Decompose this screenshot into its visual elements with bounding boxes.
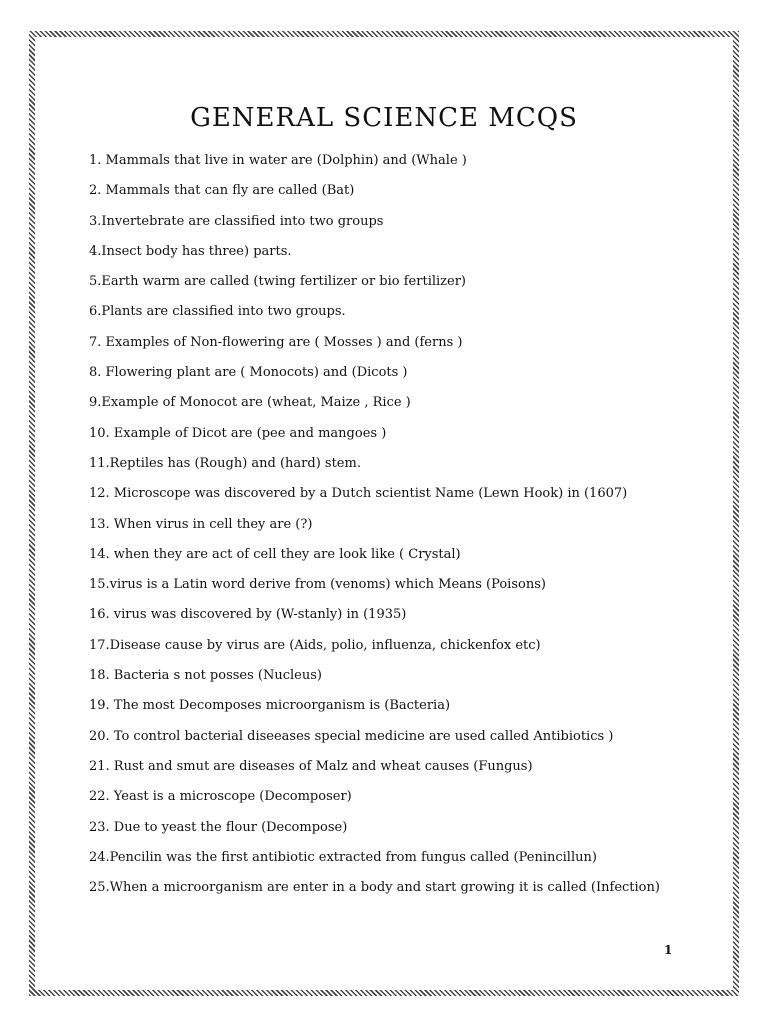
question-list: [89, 151, 689, 908]
list-item: 10. Example of Dicot are (pee and mangoes ): [89, 425, 387, 441]
page-title: GENERAL SCIENCE MCQS: [190, 103, 578, 133]
list-item: 25.When a microorganism are enter in a body and start growing it is called (Infection): [89, 880, 660, 896]
list-item: 12. Microscope was discovered by a Dutch scientist Name (Lewn Hook) in (1607): [89, 486, 628, 502]
list-item: 11.Reptiles has (Rough) and (hard) stem.: [89, 455, 361, 471]
list-item: 14. when they are act of cell they are look like ( Crystal): [89, 546, 461, 562]
list-item: 16. virus was discovered by (W-stanly) in (1935): [89, 607, 407, 623]
page-number: 1: [664, 943, 673, 957]
list-item: 7. Examples of Non-flowering are ( Mosses ) and (ferns ): [89, 334, 463, 350]
list-item: 9.Example of Monocot are (wheat, Maize , Rice ): [89, 395, 411, 411]
list-item: 23. Due to yeast the flour (Decompose): [89, 819, 348, 835]
list-item: 19. The most Decomposes microorganism is (Bacteria): [89, 698, 451, 714]
list-item: 2. Mammals that can fly are called (Bat): [89, 183, 355, 199]
list-item: 24.Pencilin was the first antibiotic extracted from fungus called (Penincillun): [89, 849, 597, 865]
list-item: 5.Earth warm are called (twing fertilizer or bio fertilizer): [89, 274, 466, 290]
list-item: 4.Insect body has three) parts.: [89, 243, 292, 259]
list-item: 18. Bacteria s not posses (Nucleus): [89, 668, 322, 684]
list-item: 1. Mammals that live in water are (Dolphin) and (Whale ): [89, 153, 467, 168]
list-item: 22. Yeast is a microscope (Decomposer): [89, 789, 352, 805]
list-item: 8. Flowering plant are ( Monocots) and (Dicots ): [89, 365, 408, 381]
list-item: 21. Rust and smut are diseases of Malz and wheat causes (Fungus): [89, 758, 533, 774]
list-item: 6.Plants are classified into two groups.: [89, 304, 346, 320]
list-item: 20. To control bacterial diseeases special medicine are used called Antibiotics ): [89, 728, 614, 744]
list-item: 13. When virus in cell they are (?): [89, 516, 313, 532]
list-item: 17.Disease cause by virus are (Aids, polio, influenza, chickenfox etc): [89, 637, 541, 653]
list-item: 3.Invertebrate are classified into two groups: [89, 213, 384, 229]
list-item: 15.virus is a Latin word derive from (venoms) which Means (Poisons): [89, 577, 546, 593]
